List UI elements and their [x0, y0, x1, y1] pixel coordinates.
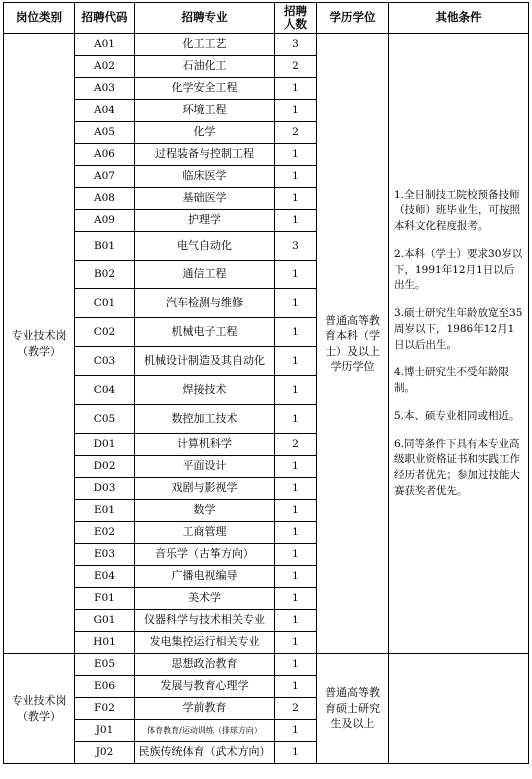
major-cell: 工商管理 [135, 522, 275, 544]
code-cell: E03 [75, 544, 135, 566]
recruitment-table [3, 2, 529, 764]
count-cell: 1 [275, 720, 317, 742]
count-cell: 1 [275, 318, 317, 347]
count-cell: 1 [275, 544, 317, 566]
count-cell: 1 [275, 588, 317, 610]
condition-item: 1.全日制技工院校预备技师（技师）班毕业生，可按照本科文化程度报考。 [394, 188, 520, 232]
code-cell: C05 [75, 405, 135, 434]
count-cell: 1 [275, 742, 317, 764]
category-cell: 专业技术岗（教学） [4, 34, 75, 654]
count-cell: 3 [275, 232, 317, 261]
condition-item: 2.本科（学士）要求30岁以下，1991年12月1日以后出生。 [394, 247, 523, 292]
count-cell: 1 [275, 261, 317, 289]
major-cell: 戏剧与影视学 [135, 478, 275, 500]
count-cell: 1 [275, 632, 317, 654]
major-cell: 数学 [135, 500, 275, 522]
condition-item: 3.硕士研究生年龄放宽至35周岁以下，1986年12月1日以后出生。 [394, 307, 523, 351]
major-cell: 护理学 [135, 210, 275, 232]
count-cell: 1 [275, 347, 317, 376]
count-cell: 1 [275, 405, 317, 434]
header-education: 学历学位 [317, 3, 389, 34]
code-cell: D03 [75, 478, 135, 500]
major-cell: 美术学 [135, 588, 275, 610]
major-cell: 电气自动化 [135, 232, 275, 261]
major-cell: 发展与教育心理学 [135, 676, 275, 698]
education-cell: 普通高等教育硕士研究生及以上 [317, 654, 389, 764]
count-cell: 1 [275, 289, 317, 318]
count-cell: 1 [275, 478, 317, 500]
count-cell: 1 [275, 500, 317, 522]
other-conditions-cell [389, 654, 529, 764]
code-cell: B02 [75, 261, 135, 289]
major-cell: 通信工程 [135, 261, 275, 289]
count-cell: 3 [275, 34, 317, 56]
major-cell: 民族传统体育（武术方向） [135, 742, 275, 764]
count-cell: 1 [275, 376, 317, 405]
code-cell: D01 [75, 434, 135, 456]
header-row [4, 3, 529, 34]
count-cell: 1 [275, 144, 317, 166]
code-cell: E04 [75, 566, 135, 588]
count-cell: 1 [275, 566, 317, 588]
code-cell: C03 [75, 347, 135, 376]
header-major: 招聘专业 [135, 3, 275, 34]
major-cell: 体育教育/运动训练（排球方向） [135, 720, 275, 742]
code-cell: A04 [75, 100, 135, 122]
major-cell: 发电集控运行相关专业 [135, 632, 275, 654]
table-body [4, 34, 529, 764]
code-cell: G01 [75, 610, 135, 632]
major-cell: 音乐学（古筝方向） [135, 544, 275, 566]
code-cell: E01 [75, 500, 135, 522]
count-cell: 2 [275, 434, 317, 456]
code-cell: C01 [75, 289, 135, 318]
major-cell: 化工工艺 [135, 34, 275, 56]
major-cell: 临床医学 [135, 166, 275, 188]
major-cell: 思想政治教育 [135, 654, 275, 676]
code-cell: A02 [75, 56, 135, 78]
header-category: 岗位类别 [4, 3, 75, 34]
code-cell: J02 [75, 742, 135, 764]
code-cell: F02 [75, 698, 135, 720]
code-cell: A01 [75, 34, 135, 56]
header-count: 招聘人数 [275, 3, 317, 34]
major-cell: 学前教育 [135, 698, 275, 720]
major-cell: 数控加工技术 [135, 405, 275, 434]
code-cell: B01 [75, 232, 135, 261]
code-cell: E06 [75, 676, 135, 698]
count-cell: 1 [275, 78, 317, 100]
code-cell: A03 [75, 78, 135, 100]
code-cell: C02 [75, 318, 135, 347]
count-cell: 1 [275, 654, 317, 676]
code-cell: D02 [75, 456, 135, 478]
major-cell: 过程装备与控制工程 [135, 144, 275, 166]
count-cell: 1 [275, 188, 317, 210]
count-cell: 1 [275, 100, 317, 122]
table-row [4, 34, 529, 56]
major-cell: 基础医学 [135, 188, 275, 210]
count-cell: 2 [275, 698, 317, 720]
count-cell: 2 [275, 122, 317, 144]
code-cell: E02 [75, 522, 135, 544]
count-cell: 1 [275, 166, 317, 188]
major-cell: 石油化工 [135, 56, 275, 78]
other-conditions-cell [389, 34, 529, 654]
major-cell: 焊接技术 [135, 376, 275, 405]
major-cell: 平面设计 [135, 456, 275, 478]
major-cell: 仪器科学与技术相关专业 [135, 610, 275, 632]
major-cell: 机械设计制造及其自动化 [135, 347, 275, 376]
major-cell: 机械电子工程 [135, 318, 275, 347]
major-cell: 汽车检测与维修 [135, 289, 275, 318]
category-cell: 专业技术岗（教学） [4, 654, 75, 764]
table-row [4, 654, 529, 676]
count-cell: 1 [275, 522, 317, 544]
major-cell: 化学安全工程 [135, 78, 275, 100]
condition-item: 6.同等条件下具有本专业高级职业资格证书和实践工作经历者优先；参加过技能大赛获奖者优先。 [394, 437, 520, 497]
code-cell: A07 [75, 166, 135, 188]
major-cell: 化学 [135, 122, 275, 144]
code-cell: A09 [75, 210, 135, 232]
header-code: 招聘代码 [75, 3, 135, 34]
code-cell: F01 [75, 588, 135, 610]
header-other: 其他条件 [389, 3, 529, 34]
count-cell: 2 [275, 56, 317, 78]
major-cell: 计算机科学 [135, 434, 275, 456]
code-cell: H01 [75, 632, 135, 654]
major-cell: 广播电视编导 [135, 566, 275, 588]
count-cell: 1 [275, 210, 317, 232]
code-cell: E05 [75, 654, 135, 676]
count-cell: 1 [275, 610, 317, 632]
count-cell: 1 [275, 456, 317, 478]
code-cell: A06 [75, 144, 135, 166]
code-cell: J01 [75, 720, 135, 742]
code-cell: C04 [75, 376, 135, 405]
condition-item: 4.博士研究生不受年龄限制。 [394, 366, 510, 394]
major-cell: 环境工程 [135, 100, 275, 122]
education-cell: 普通高等教育本科（学士）及以上学历学位 [317, 34, 389, 654]
code-cell: A05 [75, 122, 135, 144]
code-cell: A08 [75, 188, 135, 210]
count-cell: 1 [275, 676, 317, 698]
condition-item: 5.本、硕专业相同或相近。 [394, 409, 520, 422]
